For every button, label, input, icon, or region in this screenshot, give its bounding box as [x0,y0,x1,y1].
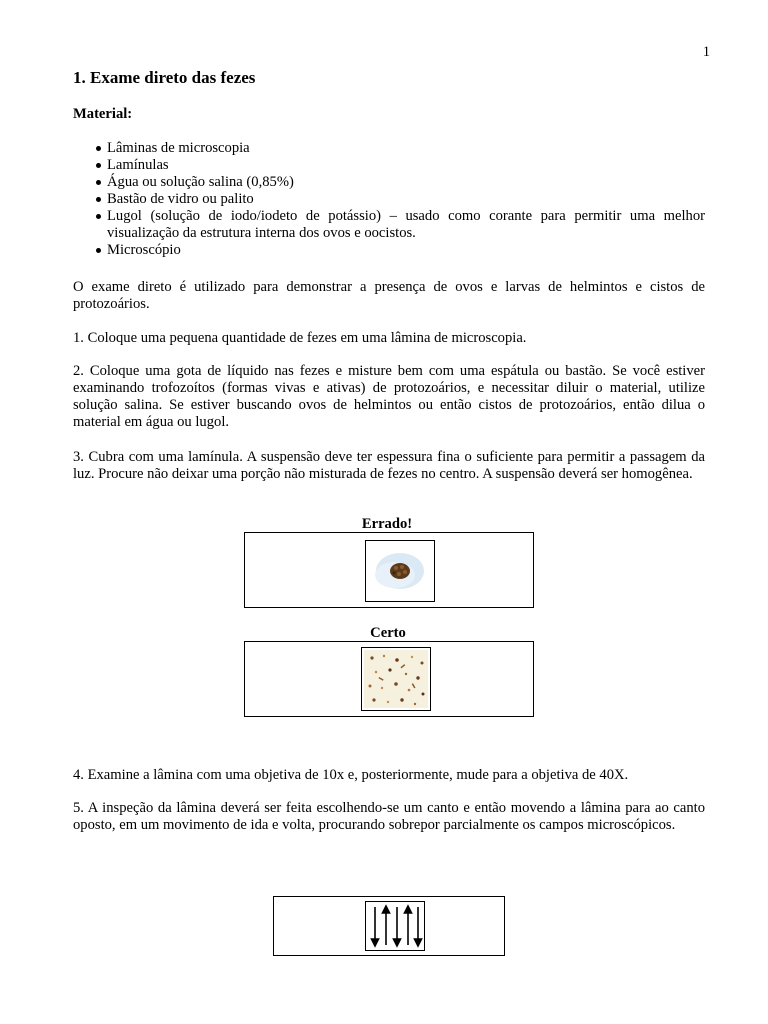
coverslip-wrong [365,540,435,602]
slide-scanning [273,896,505,956]
page-title: 1. Exame direto das fezes [73,68,256,87]
list-item: Bastão de vidro ou palito [73,191,705,208]
coverslip-scanning [365,901,425,951]
list-item: Lamínulas [73,157,705,174]
page-number: 1 [702,44,710,60]
slide-wrong [244,532,534,608]
materials-list [73,140,705,259]
list-item: Água ou solução salina (0,85%) [73,174,705,191]
intro-paragraph: O exame direto é utilizado para demonstrar a presença de ovos e larvas de helmintos e cistos de protozoários. [73,279,705,312]
step-4: 4. Examine a lâmina com uma objetiva de 10x e, posteriormente, mude para a objetiva de 40X. [73,767,629,783]
coverslip-right [361,647,431,711]
list-item: Microscópio [73,242,705,259]
figure-wrong-label: Errado! [361,516,413,532]
material-heading: Material: [73,106,133,122]
unmixed-sample-illustration [366,541,434,601]
homogeneous-sample-illustration [362,648,430,710]
step-5: 5. A inspeção da lâmina deverá ser feita escolhendo-se um canto e então movendo a lâmina para ao canto oposto, em um movimento de ida e volta, procurando sobrepor parcialmente os campos microscópicos. [73,800,705,833]
step-2: 2. Coloque uma gota de líquido nas fezes e misture bem com uma espátula ou bastão. Se você estiver examinando trofozoítos (formas vivas e ativas) de protozoários, e necessitar diluir o material, utilize solução salina. Se estiver buscando ovos de helmintos ou então cistos de protozoários, então dilua o material em água ou lugol. [73,363,705,430]
scanning-pattern-arrows [366,902,424,950]
step-1: 1. Coloque uma pequena quantidade de fezes em uma lâmina de microscopia. [73,330,527,346]
list-item: Lugol (solução de iodo/iodeto de potássio) – usado como corante para permitir uma melhor visualização da estrutura interna dos ovos e oocistos. [73,208,705,242]
slide-right [244,641,534,717]
list-item: Lâminas de microscopia [73,140,705,157]
figure-right-label: Certo [370,625,406,641]
step-3: 3. Cubra com uma lamínula. A suspensão deve ter espessura fina o suficiente para permitir a passagem da luz. Procure não deixar uma porção não misturada de fezes no centro. A suspensão deverá ser homogênea. [73,449,705,482]
